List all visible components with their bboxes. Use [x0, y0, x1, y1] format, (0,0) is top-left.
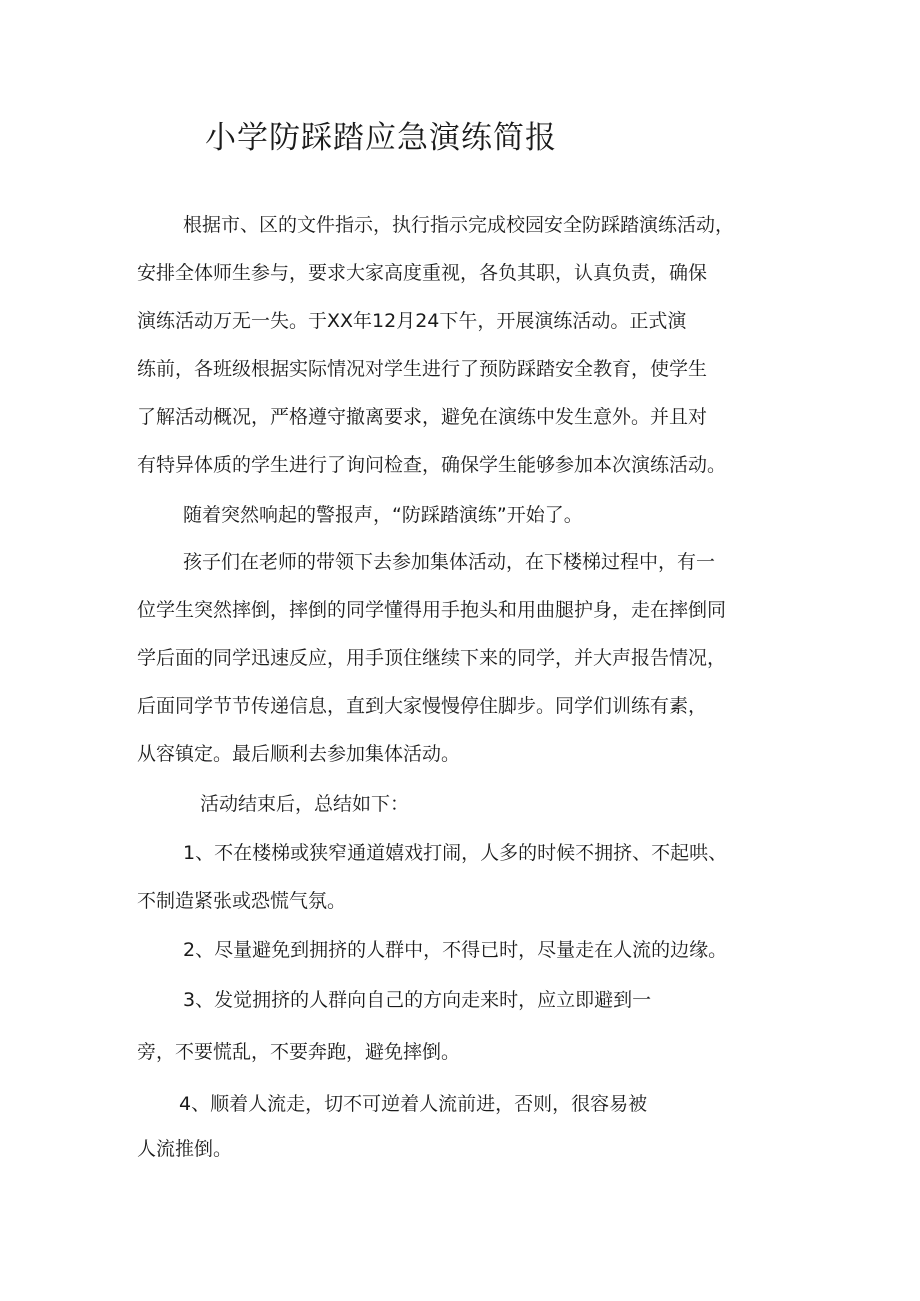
summary-item-3-line-1: 3、发觉拥挤的人群向自己的方向走来时，应立即避到一 [183, 989, 652, 1011]
paragraph-2-line-1: 随着突然响起的警报声，“防踩踏演练”开始了。 [183, 504, 583, 526]
paragraph-3-line-3: 学后面的同学迅速反应，用手顶住继续下来的同学，并大声报告情况， [137, 647, 727, 669]
summary-item-3-line-2: 旁，不要慌乱，不要奔跑，避免摔倒。 [137, 1041, 461, 1063]
paragraph-1-line-4: 练前，各班级根据实际情况对学生进行了预防踩踏安全教育，使学生 [137, 358, 708, 380]
summary-item-4-line-2: 人流推倒。 [137, 1138, 233, 1160]
paragraph-3-line-1: 孩子们在老师的带领下去参加集体活动，在下楼梯过程中，有一 [183, 551, 716, 573]
paragraph-1-line-3: 演练活动万无一失。于XX年12月24下午，开展演练活动。正式演 [137, 310, 687, 332]
summary-item-1-line-1: 1、不在楼梯或狭窄通道嬉戏打闹，人多的时候不拥挤、不起哄、 [183, 842, 728, 864]
paragraph-3-line-4: 后面同学节节传递信息，直到大家慢慢停住脚步。同学们训练有素， [137, 695, 708, 717]
paragraph-3-line-2: 位学生突然摔倒，摔倒的同学懂得用手抱头和用曲腿护身，走在摔倒同 [137, 599, 727, 621]
paragraph-1-line-2: 安排全体师生参与，要求大家高度重视，各负其职，认真负责，确保 [137, 262, 708, 284]
summary-item-1-line-2: 不制造紧张或恐慌气氛。 [137, 890, 347, 912]
paragraph-1-line-1: 根据市、区的文件指示，执行指示完成校园安全防踩踏演练活动， [183, 214, 735, 236]
summary-item-4-line-1: 4、顺着人流走，切不可逆着人流前进，否则，很容易被 [179, 1093, 648, 1115]
paragraph-1-line-5: 了解活动概况，严格遵守撤离要求，避免在演练中发生意外。并且对 [137, 406, 708, 428]
summary-intro: 活动结束后，总结如下： [200, 793, 410, 815]
summary-item-2-line-1: 2、尽量避免到拥挤的人群中，不得已时，尽量走在人流的边缘。 [183, 939, 728, 961]
paragraph-3-line-5: 从容镇定。最后顺利去参加集体活动。 [137, 743, 461, 765]
document-title: 小学防踩踏应急演练简报 [205, 120, 557, 156]
paragraph-1-line-6: 有特异体质的学生进行了询问检查，确保学生能够参加本次演练活动。 [137, 454, 727, 476]
